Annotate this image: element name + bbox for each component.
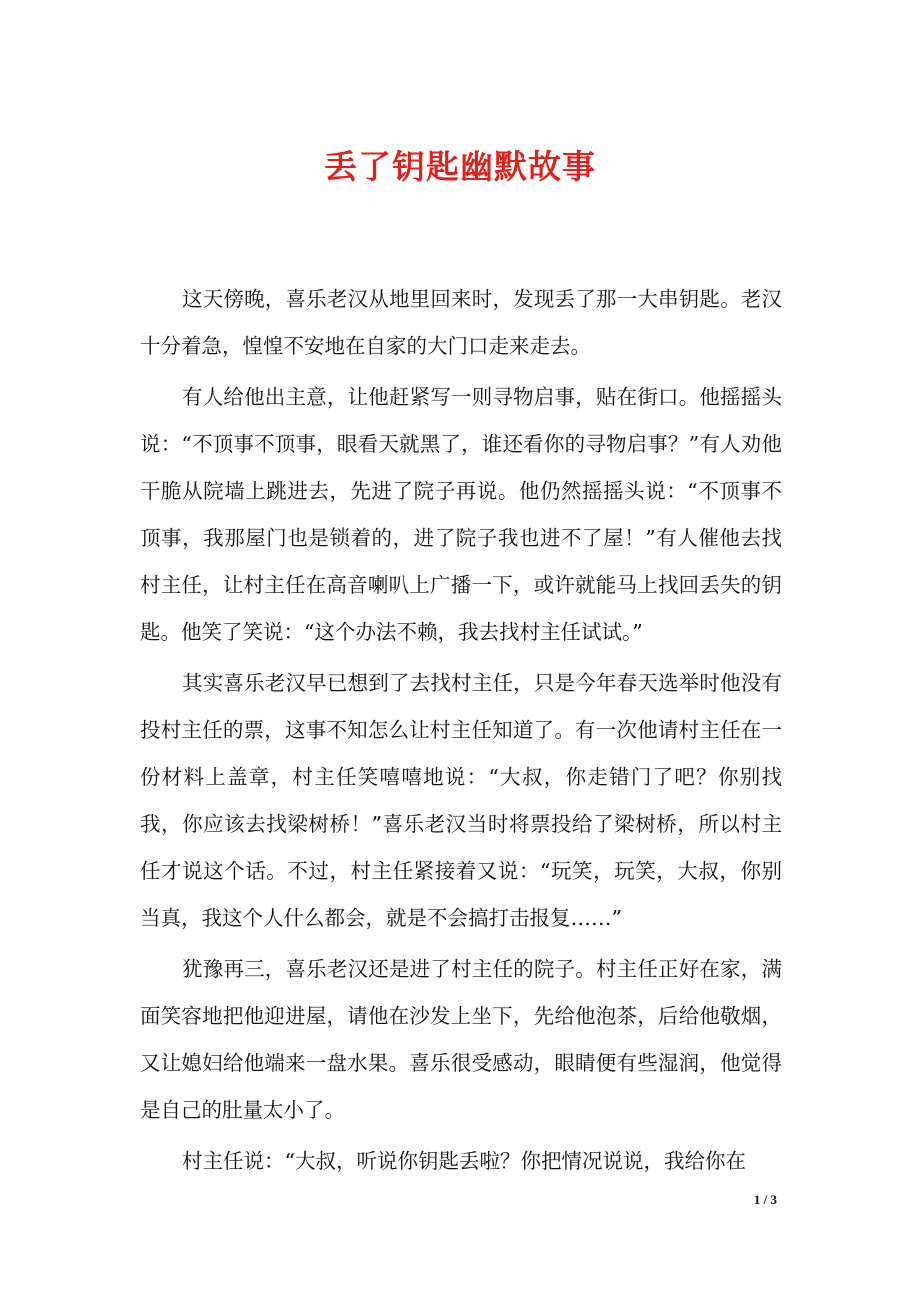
paragraph: 其实喜乐老汉早已想到了去找村主任，只是今年春天选举时他没有投村主任的票，这事不知怎么让村主任知道了。有一次他请村主任在一份材料上盖章，村主任笑嘻嘻地说：“大叔，你走错门了吧？你别找我，你应该去找梁树桥！”喜乐老汉当时将票投给了梁树桥，所以村主任才说这个话。不过，村主任紧接着又说：“玩笑，玩笑，大叔，你别当真，我这个人什么都会，就是不会搞打击报复……” <box>140 671 782 930</box>
paragraph: 这天傍晚，喜乐老汉从地里回来时，发现丢了那一大串钥匙。老汉十分着急，惶惶不安地在自家的大门口走来走去。 <box>140 287 782 358</box>
paragraph: 村主任说：“大叔，听说你钥匙丢啦？你把情况说说，我给你在 <box>182 1149 746 1173</box>
paragraph: 有人给他出主意，让他赶紧写一则寻物启事，贴在街口。他摇摇头说：“不顶事不顶事，眼看天就黑了，谁还看你的寻物启事？”有人劝他干脆从院墙上跳进去，先进了院子再说。他仍然摇摇头说：“不顶事不顶事，我那屋门也是锁着的，进了院子我也进不了屋！”有人催他去找村主任，让村主任在高音喇叭上广播一下，或许就能马上找回丢失的钥匙。他笑了笑说：“这个办法不赖，我去找村主任试试。” <box>140 385 782 644</box>
paragraph: 犹豫再三，喜乐老汉还是进了村主任的院子。村主任正好在家，满面笑容地把他迎进屋，请他在沙发上坐下，先给他泡茶，后给他敬烟，又让媳妇给他端来一盘水果。喜乐很受感动，眼睛便有些湿润，他觉得是自己的肚量太小了。 <box>140 957 782 1122</box>
page-number: 1 / 3 <box>753 1192 777 1207</box>
document-title: 丢了钥匙幽默故事 <box>324 147 596 186</box>
document-body <box>140 276 782 1189</box>
